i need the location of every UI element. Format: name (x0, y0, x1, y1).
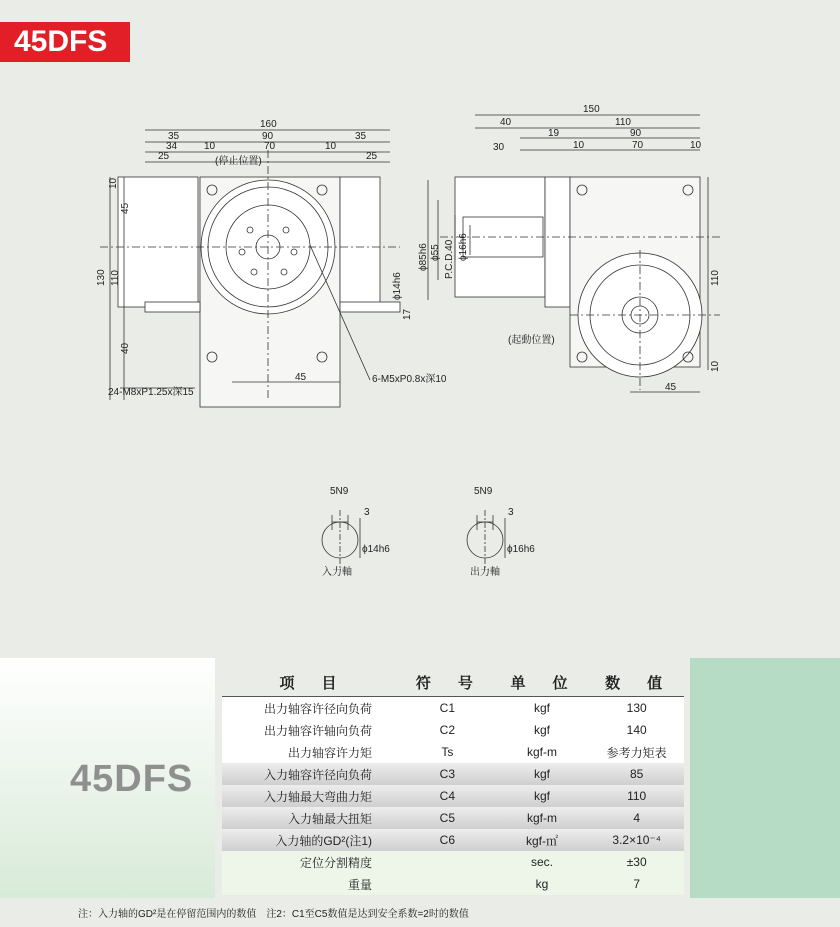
table-row (222, 873, 684, 895)
cell-value: 110 (589, 785, 684, 807)
cell-value: 85 (589, 763, 684, 785)
cell-value: 3.2×10⁻⁴ (589, 829, 684, 851)
front-dim-110-vert: 110 (110, 270, 121, 286)
front-dim-35-right: 35 (355, 131, 367, 142)
front-dim-10-right: 10 (325, 141, 337, 152)
table-row (222, 851, 684, 873)
input-shaft-height-label: 17 (402, 308, 413, 320)
input-shaft-caption: 入力軸 (322, 567, 352, 578)
input-dia-label: ϕ14h6 (362, 544, 390, 555)
cell-unit: kgf (495, 697, 590, 720)
output-depth-label: 3 (508, 507, 514, 518)
front-dim-45-vert: 45 (120, 202, 131, 214)
side-dim-40: 40 (500, 117, 512, 128)
front-dim-10-vert: 10 (108, 177, 119, 189)
input-shaft-dia-label: ϕ14h6 (392, 272, 403, 300)
model-title-badge (0, 22, 130, 62)
cell-symbol: C6 (400, 829, 495, 851)
cell-value: ±30 (589, 851, 684, 873)
cell-symbol: C4 (400, 785, 495, 807)
header-item: 项 目 (222, 668, 400, 697)
output-keyway-label: 5N9 (474, 486, 493, 497)
cell-value: 7 (589, 873, 684, 895)
cell-item: 出力轴容许力矩 (222, 741, 400, 763)
spec-table (222, 668, 684, 895)
cell-item: 入力轴最大扭矩 (222, 807, 400, 829)
table-row (222, 829, 684, 851)
technical-drawing (0, 70, 840, 630)
footnote: 注：入力轴的GD²是在停留范围内的数值 注2：C1至C5数值是达到安全系数=2时的数值 (78, 909, 469, 920)
cell-symbol: C2 (400, 719, 495, 741)
cell-item: 入力轴容许径向负荷 (222, 763, 400, 785)
cell-unit: kgf (495, 785, 590, 807)
front-dim-10-left: 10 (204, 141, 216, 152)
output-dia-label: ϕ16h6 (507, 544, 535, 555)
cell-value: 参考力矩表 (589, 741, 684, 763)
cell-value: 4 (589, 807, 684, 829)
side-dim-10-left: 10 (573, 140, 585, 151)
side-dim-45: 45 (665, 382, 677, 393)
side-d16-label: ϕ16h6 (458, 233, 469, 261)
cell-item: 出力轴容许轴向负荷 (222, 719, 400, 741)
header-value: 数 值 (589, 668, 684, 697)
spec-section (0, 652, 840, 900)
side-dim-70: 70 (632, 140, 644, 151)
side-dim-110-vert: 110 (710, 270, 721, 286)
cell-unit: kgf (495, 719, 590, 741)
table-row (222, 719, 684, 741)
side-dim-90: 90 (630, 128, 642, 139)
table-row (222, 697, 684, 720)
side-dim-110-top: 110 (615, 117, 631, 128)
cell-symbol: C1 (400, 697, 495, 720)
cell-unit: kgf-㎡ (495, 829, 590, 851)
spec-table-header (222, 668, 684, 697)
cell-unit: kg (495, 873, 590, 895)
side-dim-10-vert: 10 (710, 360, 721, 372)
cell-symbol: C3 (400, 763, 495, 785)
input-depth-label: 3 (364, 507, 370, 518)
front-dim-34: 34 (166, 141, 178, 152)
model-panel (0, 658, 215, 898)
table-row (222, 785, 684, 807)
output-shaft-caption: 出力軸 (470, 567, 500, 578)
cell-symbol (400, 873, 495, 895)
bottom-tap-label: 24-M8xP1.25x深15 (108, 387, 194, 398)
front-dim-90: 90 (262, 131, 274, 142)
cell-item: 入力轴最大弯曲力矩 (222, 785, 400, 807)
side-d85-label: ϕ85h6 (418, 243, 429, 271)
model-title: 45DFS (14, 25, 108, 58)
decorative-green-panel (690, 658, 840, 898)
stop-position-label: (停止位置) (215, 156, 262, 167)
front-dim-35-left: 35 (168, 131, 180, 142)
model-label: 45DFS (70, 758, 194, 800)
side-dim-10-right: 10 (690, 140, 702, 151)
cell-symbol: C5 (400, 807, 495, 829)
cell-symbol: Ts (400, 741, 495, 763)
cell-item: 出力轴容许径向负荷 (222, 697, 400, 720)
front-dim-40-vert: 40 (120, 342, 131, 354)
front-dim-70: 70 (264, 141, 276, 152)
table-row (222, 807, 684, 829)
side-d55-label: ϕ55 (430, 244, 441, 261)
cell-item: 定位分割精度 (222, 851, 400, 873)
cell-value: 130 (589, 697, 684, 720)
front-dim-25-left: 25 (158, 151, 170, 162)
start-position-label: (起動位置) (508, 335, 555, 346)
front-dim-160: 160 (260, 119, 277, 130)
side-dim-19: 19 (548, 128, 560, 139)
front-dim-130-vert: 130 (96, 269, 107, 286)
front-dim-45-bottom: 45 (295, 372, 307, 383)
input-keyway-label: 5N9 (330, 486, 349, 497)
cell-item: 入力轴的GD²(注1) (222, 829, 400, 851)
header-unit: 单 位 (495, 668, 590, 697)
side-dim-150: 150 (583, 104, 600, 115)
table-row (222, 763, 684, 785)
cell-item: 重量 (222, 873, 400, 895)
output-tap-label: 6-M5xP0.8x深10 (372, 374, 447, 385)
cell-value: 140 (589, 719, 684, 741)
spec-table-body (222, 697, 684, 896)
cell-symbol (400, 851, 495, 873)
cell-unit: kgf-m (495, 807, 590, 829)
cell-unit: kgf (495, 763, 590, 785)
front-dim-25-right: 25 (366, 151, 378, 162)
cell-unit: sec. (495, 851, 590, 873)
cell-unit: kgf-m (495, 741, 590, 763)
header-symbol: 符 号 (400, 668, 495, 697)
side-pcd-label: P.C.D.40 (444, 239, 455, 279)
table-row (222, 741, 684, 763)
side-dim-30: 30 (493, 142, 505, 153)
